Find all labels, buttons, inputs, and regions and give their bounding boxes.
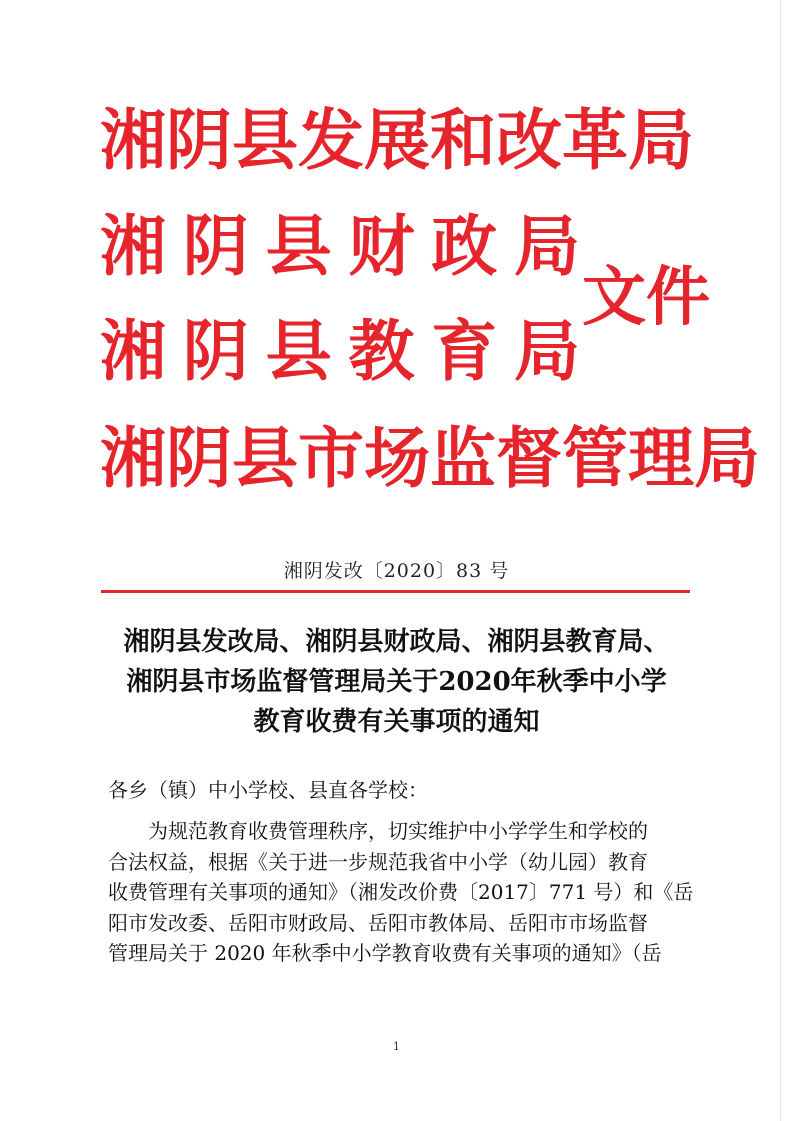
issuer-name: 湘 阴 县 教 育 局 <box>100 312 580 390</box>
title-line: 湘阴县发改局、湘阴县财政局、湘阴县教育局、 <box>123 627 670 657</box>
body-line: 管理局关于 2020 年秋季中小学教育收费有关事项的通知》（岳 <box>108 941 662 965</box>
body-line: 收费管理有关事项的通知》（湘发改价费〔2017〕771 号）和《岳 <box>108 880 694 904</box>
salutation: 各乡（镇）中小学校、县直各学校： <box>108 778 428 802</box>
body-paragraph <box>108 816 693 969</box>
red-divider-line <box>101 590 690 593</box>
body-line: 阳市发改委、岳阳市财政局、岳阳市教体局、岳阳市市场监督 <box>108 910 648 935</box>
issuer-block <box>100 100 760 520</box>
document-title <box>80 622 713 742</box>
document-number: 湘阴发改〔2020〕83 号 <box>283 560 510 582</box>
body-line: 为规范教育收费管理秩序，切实维护中小学学生和学校的 <box>148 819 648 843</box>
body-line: 合法权益，根据《关于进一步规范我省中小学（幼儿园）教育 <box>108 849 648 874</box>
page-number: 1 <box>393 1040 400 1053</box>
title-line: 湘阴县市场监督管理局关于2020年秋季中小学 <box>126 667 667 697</box>
title-line: 教育收费有关事项的通知 <box>253 707 540 737</box>
issuer-name: 湘 阴 县 发 展 和 改 革 局 <box>100 101 694 179</box>
scan-edge-line <box>780 0 781 1121</box>
issuer-name: 湘 阴 县 财 政 局 <box>100 207 580 285</box>
issuer-name: 湘 阴 县 市 场 监 督 管 理 局 <box>100 419 760 497</box>
document-type-label: 文件 <box>582 260 710 335</box>
